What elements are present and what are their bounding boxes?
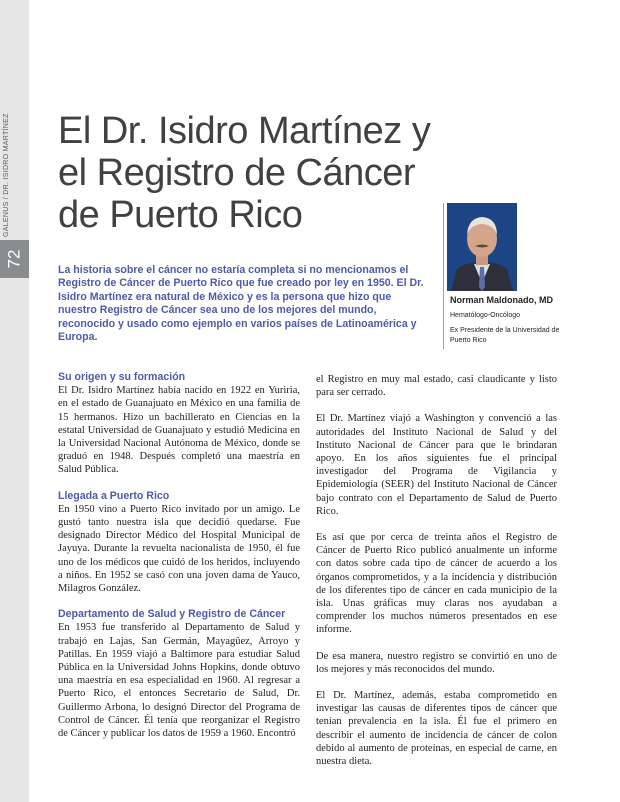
body-column-left bbox=[58, 371, 300, 753]
author-former-title: Ex Presidente de la Universidad de Puerto Rico bbox=[450, 327, 560, 344]
body-paragraph: El Dr. Martínez, además, estaba comprometido en investigar las causas de diferentes tipos de cáncer que tenían prevalencia en la isla. Él fue el primero en describir el aumento de incidencia de cáncer de colon debido al aumento de proteínas, en especial de carne, en nuestra dieta. bbox=[316, 690, 557, 768]
author-divider bbox=[443, 203, 444, 349]
section-heading: Su origen y su formación bbox=[58, 371, 186, 383]
section-paragraph: El Dr. Isidro Martínez había nacido en 1922 en Yuriria, en el estado de Guanajuato en México en una familia de 15 hermanos. Hizo un bachillerato en Ciencias en la estatal Universidad de Guanajuato y estudió Medicina en la Universidad Nacional Autónoma de México, donde se graduó en 1948. Después completó una maestría en Salud Pública. bbox=[58, 385, 300, 476]
running-head: GALENUS / DR. ISIDRO MARTÍNEZ bbox=[3, 113, 10, 237]
section-paragraph: En 1953 fue transferido al Departamento de Salud y trabajó en Lajas, San Germán, Mayagüez, Arroyo y Patillas. En 1959 viajó a Baltimore para estudiar Salud Pública en la Universidad Johns Hopkins, donde obtuvo una maestría en esa especialidad en 1960. Al regresar a Puerto Rico, el entonces Secretario de Salud, Dr. Guillermo Arbona, lo designó Director del Programa de Control de Cáncer. Él tenía que reorganizar el Registro de Cáncer y publicar los datos de 1959 a 1960. Encontró bbox=[58, 622, 300, 740]
article-title: El Dr. Isidro Martínez y el Registro de Cáncer de Puerto Rico bbox=[58, 110, 431, 236]
body-paragraph: Es así que por cerca de treinta años el Registro de Cáncer de Puerto Rico publicó anualmente un informe con datos sobre cada tipo de cáncer de acuerdo a los órganos comprometidos, y a la incidencia y distribución de los diferentes tipo de cáncer en cada municipio de la isla. Unas gráficas muy claras nos ayudaban a comprender los muchos números presentados en ese informe. bbox=[316, 532, 557, 636]
page-number-label: 72 bbox=[4, 249, 24, 269]
author-role: Hematólogo-Oncólogo bbox=[450, 312, 521, 319]
body-paragraph: El Dr. Martínez viajó a Washington y convenció a las autoridades del Instituto Nacional de Salud y del Instituto Nacional de Cáncer para que le brindaran apoyo. En los años siguientes fue el principal investigador del Programa de Vigilancia y Epidemiología (SEER) del Instituto Nacional de Cáncer bajo contrato con el Departamento de Salud de Puerto Rico. bbox=[316, 413, 557, 517]
photo-tie bbox=[479, 267, 485, 291]
author-photo bbox=[447, 203, 517, 291]
page-number bbox=[0, 240, 29, 278]
article-intro: La historia sobre el cáncer no estaría completa si no mencionamos el Registro de Cáncer de Puerto Rico que fue creado por ley en 1950. El Dr. Isidro Martínez era natural de México y es la persona que hizo que nuestro Registro de Cáncer sea uno de los mejores del mundo, reconocido y usado como ejemplo en varios países de Latinoamérica y Europa. bbox=[58, 264, 424, 344]
section-heading: Departamento de Salud y Registro de Cáncer bbox=[58, 608, 286, 621]
section-heading: Llegada a Puerto Rico bbox=[58, 489, 170, 502]
section-paragraph: En 1950 vino a Puerto Rico invitado por un amigo. Le gustó tanto nuestra isla que decidió quedarse. Fue designado Director Médico del Hospital Municipal de Jayuya. Durante la revuelta nacionalista de 1950, él fue uno de los médicos que cuidó de los heridos, incluyendo a niños. En 1952 se casó con una joven dama de Yauco, Milagros González. bbox=[58, 503, 300, 595]
body-paragraph: De esa manera, nuestro registro se convirtió en uno de los mejores y más reconocidos del mundo. bbox=[316, 650, 557, 675]
body-column-right bbox=[316, 373, 557, 781]
author-name: Norman Maldonado, MD bbox=[450, 295, 553, 305]
body-paragraph: el Registro en muy mal estado, casi claudicante y listo para ser cerrado. bbox=[316, 374, 557, 399]
